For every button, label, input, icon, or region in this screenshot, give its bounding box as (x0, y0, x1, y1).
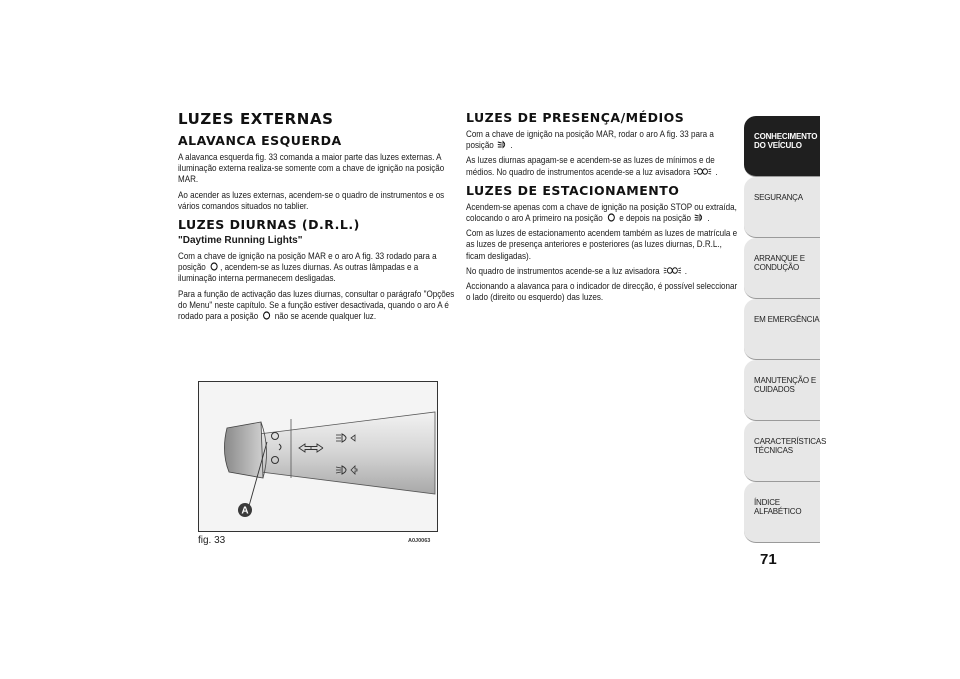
left-column (178, 110, 456, 325)
sidebar-tab-0[interactable]: CONHECIMENTO DO VEÍCULO (744, 116, 820, 177)
drl-subtitle: "Daytime Running Lights" (178, 235, 303, 247)
text-fragment: e depois na posição (619, 212, 691, 224)
figure-lever-illustration (198, 381, 438, 532)
paragraph-drl-2 (178, 288, 455, 322)
dipped-beam-icon (694, 213, 704, 222)
section-heading-position-lights: LUZES DE PRESENÇA/MÉDIOS (466, 110, 685, 125)
text-fragment: não se acende qualquer luz. (274, 310, 377, 322)
chapter-sidebar (744, 116, 827, 543)
text-fragment: Com a chave de ignição na posição MAR, rodar o aro A fig. 33 para a posição (466, 128, 714, 151)
paragraph-parking-1 (466, 201, 737, 223)
side-lights-warning-icon (663, 266, 682, 275)
paragraph-left-lever-1: A alavanca esquerda fig. 33 comanda a maior parte das luzes externas. A iluminação externa realiza-se somente com a chave de ignição na posição MAR. (178, 151, 445, 185)
figure-caption: fig. 33 (198, 535, 226, 546)
section-heading-parking-lights: LUZES DE ESTACIONAMENTO (466, 182, 680, 198)
figure-code: A0J0063 (408, 538, 431, 544)
position-o-icon (606, 213, 616, 222)
text-fragment: , acendem-se as luzes diurnas. As outras lâmpadas e a iluminação interna permanecem desligadas. (178, 261, 419, 284)
text-fragment: As luzes diurnas apagam-se e acendem-se as luzes de mínimos e de médios. No quadro de instrumentos acende-se a luz avisadora (466, 154, 715, 177)
section-heading-left-lever: ALAVANCA ESQUERDA (178, 133, 342, 148)
page-number: 71 (760, 551, 777, 568)
rotating-ring (224, 422, 263, 478)
position-o-icon (261, 311, 271, 320)
text-fragment: . (707, 212, 710, 224)
sidebar-tab-6[interactable]: ÍNDICE ALFABÉTICO (744, 482, 820, 543)
paragraph-position-1 (466, 128, 737, 150)
sidebar-tab-5[interactable]: CARACTERÍSTICAS TÉCNICAS (744, 421, 820, 482)
paragraph-position-2 (466, 154, 737, 176)
text-fragment: . (684, 264, 687, 276)
position-o-icon (209, 262, 219, 271)
text-fragment: . (715, 165, 718, 177)
sidebar-tab-2[interactable]: ARRANQUE E CONDUÇÃO (744, 238, 820, 299)
lever-stalk (259, 412, 435, 494)
lever-drawing (199, 382, 437, 531)
paragraph-drl-1 (178, 250, 455, 284)
page-title: LUZES EXTERNAS (178, 110, 334, 128)
paragraph-parking-2: Com as luzes de estacionamento acendem também as luzes de matrícula e as luzes de presença anteriores e posteriores (as luzes diurnas, D.R.L., ficam desligadas). (466, 227, 738, 261)
marker-a-label: A (241, 505, 249, 517)
sidebar-tab-3[interactable]: EM EMERGÊNCIA (744, 299, 820, 360)
text-fragment: . (510, 139, 513, 151)
text-fragment: No quadro de instrumentos acende-se a luz avisadora (466, 264, 660, 276)
text-fragment: Acendem-se apenas com a chave de ignição na posição STOP ou extraída, colocando o aro A primeiro na posição (466, 200, 737, 224)
paragraph-parking-3 (466, 265, 737, 276)
text-fragment: Para a função de activação das luzes diurnas, consultar o parágrafo "Opções do Menu" neste capítulo. Se a função estiver desactivada, quando o aro A é rodado para a posição (178, 287, 455, 322)
paragraph-left-lever-2: Ao acender as luzes externas, acendem-se o quadro de instrumentos e os vários comandos situados no tablier. (178, 188, 445, 211)
sidebar-tab-4[interactable]: MANUTENÇÃO E CUIDADOS (744, 360, 820, 421)
section-heading-drl: LUZES DIURNAS (D.R.L.) (178, 217, 360, 233)
right-column (466, 110, 738, 306)
text-fragment: Com a chave de ignição na posição MAR e o aro A fig. 33 rodado para a posição (178, 250, 437, 273)
sidebar-tab-1[interactable]: SEGURANÇA (744, 177, 820, 238)
side-lights-warning-icon (693, 167, 712, 176)
paragraph-parking-4: Accionando a alavanca para o indicador de direcção, é possível seleccionar o lado (direito ou esquerdo) das luzes. (466, 280, 738, 303)
dipped-beam-icon (497, 140, 507, 149)
